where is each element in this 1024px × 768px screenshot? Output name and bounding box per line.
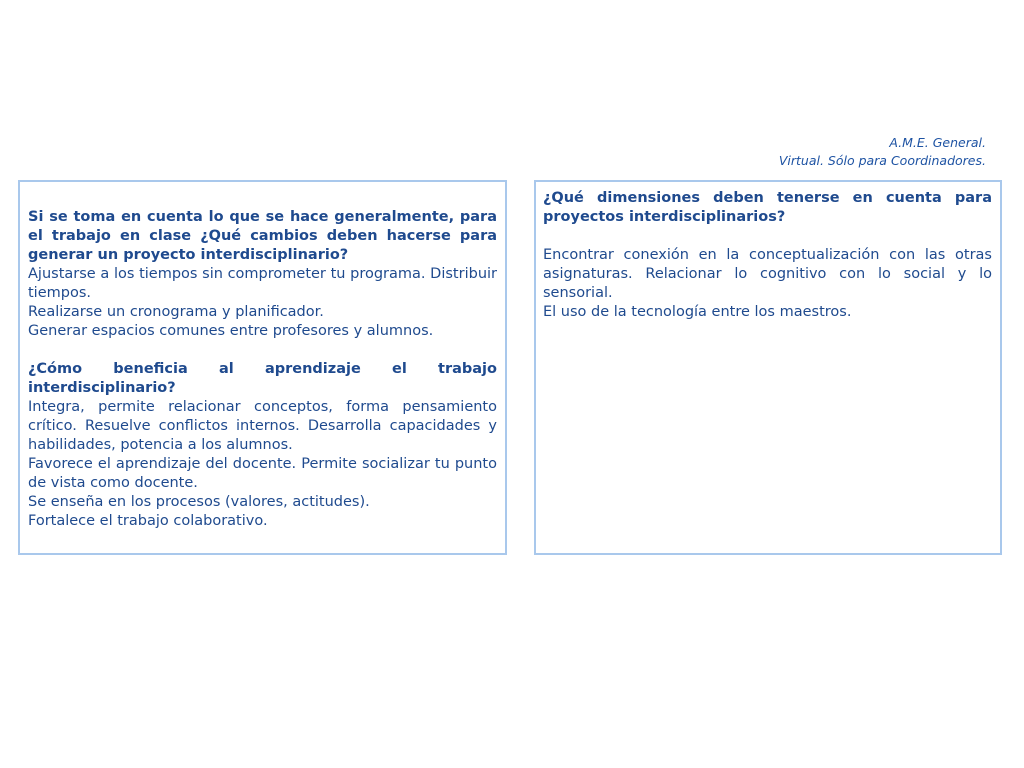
left-answer-2-1: Integra, permite relacionar conceptos, forma pensamiento crítico. Resuelve conflictos internos. Desarrolla capacidades y habilidades, potencia a los alumnos. xyxy=(28,399,497,453)
left-answer-2-3: Se enseña en los procesos (valores, actitudes). xyxy=(28,494,370,510)
right-answer-1-2: El uso de la tecnología entre los maestros. xyxy=(543,304,852,320)
left-answer-1-1: Ajustarse a los tiempos sin comprometer tu programa. Distribuir tiempos. xyxy=(28,266,497,301)
left-answer-1-2: Realizarse un cronograma y planificador. xyxy=(28,304,324,320)
left-question-2: ¿Cómo beneficia al aprendizaje el trabajo interdisciplinario? xyxy=(28,361,497,396)
header xyxy=(779,134,986,170)
right-answer-1-1: Encontrar conexión en la conceptualización con las otras asignaturas. Relacionar lo cognitivo con lo social y lo sensorial. xyxy=(543,247,992,301)
right-card xyxy=(534,180,1002,555)
spacer xyxy=(543,227,992,246)
left-question-1: Si se toma en cuenta lo que se hace generalmente, para el trabajo en clase ¿Qué cambios deben hacerse para generar un proyecto interdisciplinario? xyxy=(28,209,497,263)
left-card xyxy=(18,180,507,555)
left-answer-1-3: Generar espacios comunes entre profesores y alumnos. xyxy=(28,323,434,339)
header-line-2: Virtual. Sólo para Coordinadores. xyxy=(778,153,986,168)
right-question-1: ¿Qué dimensiones deben tenerse en cuenta para proyectos interdisciplinarios? xyxy=(543,190,992,225)
header-line-1: A.M.E. General. xyxy=(889,135,986,150)
left-answer-2-2: Favorece el aprendizaje del docente. Permite socializar tu punto de vista como docente. xyxy=(28,456,497,491)
spacer xyxy=(28,341,497,360)
left-answer-2-4: Fortalece el trabajo colaborativo. xyxy=(28,513,268,529)
